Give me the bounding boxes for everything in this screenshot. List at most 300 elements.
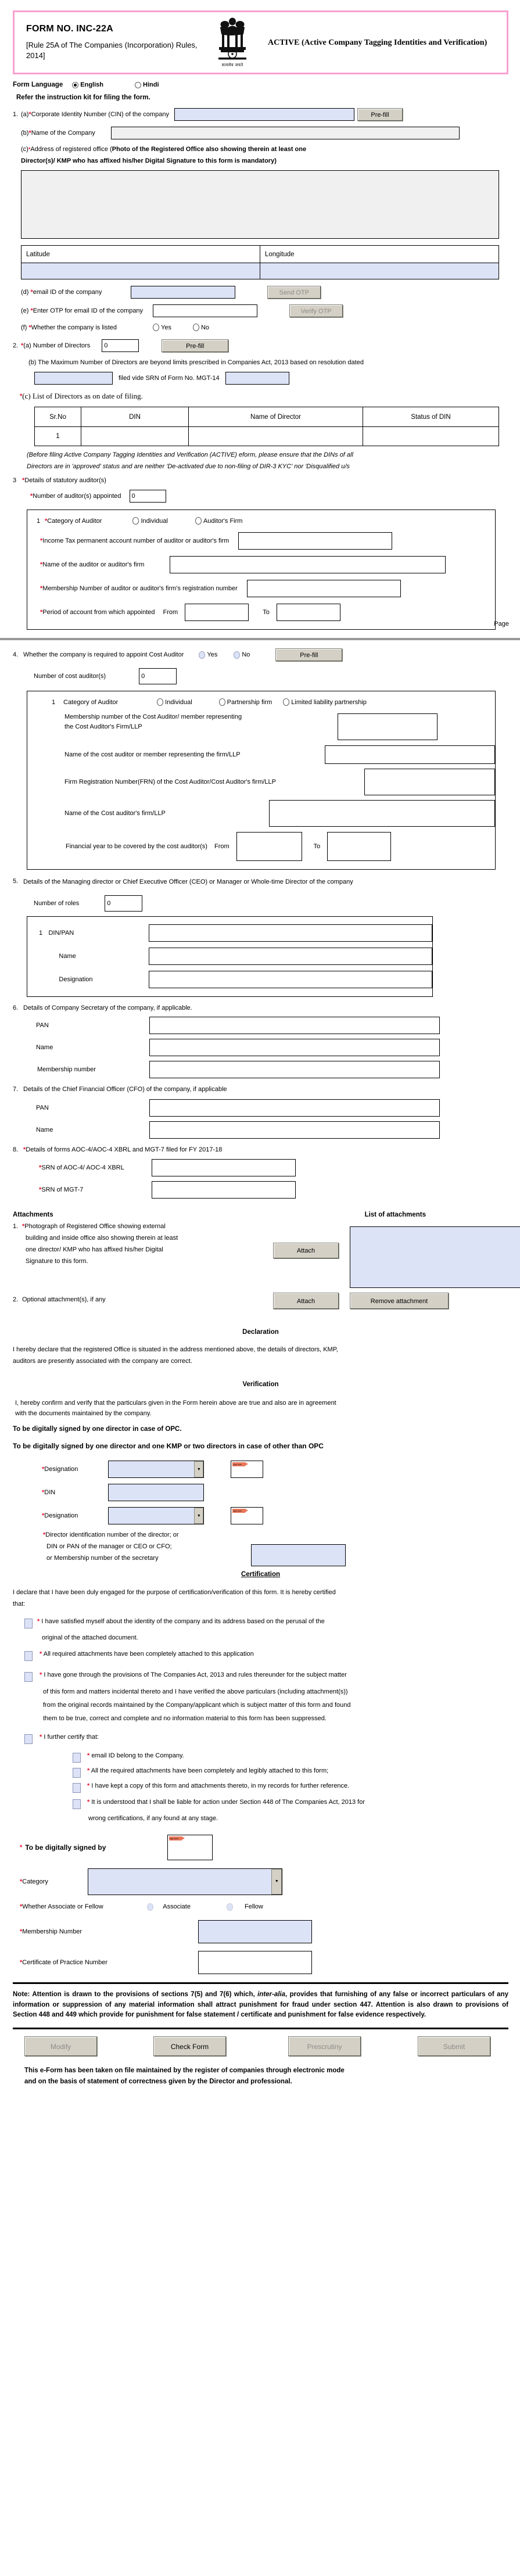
cin-row xyxy=(13,108,508,121)
form-number: FORM NO. INC-22A xyxy=(26,24,113,34)
auditor-individual-label: Individual xyxy=(141,517,168,525)
address-required-marker: * xyxy=(28,146,31,152)
radio-auditor-individual-icon[interactable] xyxy=(132,517,139,525)
auditor-period-from-input[interactable] xyxy=(185,604,249,621)
cs-name-input[interactable] xyxy=(149,1039,440,1056)
address-label: Address of registered office ( xyxy=(30,146,112,153)
listed-yes-label: Yes xyxy=(161,324,171,331)
cert-1-line2: original of the attached document. xyxy=(42,1634,138,1641)
dinpan-label: DIN/PAN xyxy=(48,929,74,937)
form-language-label: Form Language xyxy=(13,81,63,88)
cert-1-line1: I have satisfied myself about the identity of the company and its address based on the perusal of the xyxy=(41,1617,325,1625)
certification-heading: Certification xyxy=(241,1571,281,1578)
chevron-down-icon-3[interactable]: ▼ xyxy=(271,1869,282,1895)
directors-list-required-marker: * xyxy=(20,393,23,400)
md-ceo-title: Details of the Managing director or Chief Executive Officer (CEO) or Manager or Whole-time Director of the company xyxy=(23,878,353,885)
listed-option-yes[interactable] xyxy=(153,324,171,331)
radio-cost-partnership-icon[interactable] xyxy=(219,698,225,706)
otp-row xyxy=(13,304,508,317)
cert-sub-checkbox-1[interactable] xyxy=(73,1753,81,1763)
inc-22a-form-page xyxy=(0,10,520,2093)
designation-1-required-marker: * xyxy=(42,1466,45,1473)
option-fellow[interactable] xyxy=(227,1903,263,1911)
cop-number-row xyxy=(13,1951,508,1974)
aoc-srn-required-marker: * xyxy=(39,1164,42,1171)
latitude-input[interactable] xyxy=(21,263,260,279)
cost-auditor-block-index: 1 xyxy=(52,698,56,706)
attachment-1-line1: Photograph of Registered Office showing external xyxy=(24,1222,166,1230)
attachment-1-line2: building and inside office also showing therein at least xyxy=(26,1234,178,1242)
directors-table xyxy=(34,407,499,446)
row-1-din[interactable] xyxy=(81,427,189,446)
cert-checkbox-1[interactable] xyxy=(24,1619,33,1628)
remove-attachment-button[interactable]: Remove attachment xyxy=(350,1293,449,1309)
company-name-item-label: (b) xyxy=(21,130,29,137)
sign-here-text-2: sign here xyxy=(233,1509,242,1513)
section-1-number: 1. xyxy=(13,111,19,118)
auditor-pan-label: Income Tax permanent account number of auditor or auditor's firm xyxy=(42,537,229,544)
din-input[interactable] xyxy=(108,1484,204,1501)
address-item-label: (c) xyxy=(21,146,28,153)
auditor-pan-row xyxy=(27,532,495,550)
cert-sub-2-text: All the required attachments have been completely and legibly attached to this form; xyxy=(91,1767,329,1774)
cost-auditor-category-row xyxy=(27,698,495,706)
cert-sub-1-text: email ID belong to the Company. xyxy=(91,1752,184,1759)
auditor-membership-label: Membership Number of auditor or auditor's firm's registration number xyxy=(42,585,238,592)
cert-sub-4-line1: It is understood that I shall be liable for action under Section 448 of The Companies Act, 2013 for xyxy=(91,1798,365,1806)
cin-prefill-button[interactable]: Pre-fill xyxy=(357,108,403,121)
attach-button-2[interactable]: Attach xyxy=(273,1293,339,1309)
cost-auditor-prefill-button[interactable]: Pre-fill xyxy=(275,648,342,661)
email-required-marker: * xyxy=(30,289,33,296)
language-option-hindi[interactable] xyxy=(135,81,159,88)
section-4-number: 4. xyxy=(13,651,19,658)
cop-number-label: Certificate of Practice Number xyxy=(22,1958,107,1966)
cost-name-label: Name of the cost auditor or member representing the firm/LLP xyxy=(64,751,241,758)
associate-label: Associate xyxy=(163,1903,191,1911)
radio-cost-auditor-no-icon[interactable] xyxy=(234,651,240,659)
auditor-membership-input[interactable] xyxy=(247,580,401,597)
cost-fy-to-input[interactable] xyxy=(327,832,391,861)
srn-mgt14-input[interactable] xyxy=(225,372,289,385)
cost-individual-label: Individual xyxy=(165,698,192,706)
certification-intro-line2: that: xyxy=(13,1600,26,1608)
md-name-row xyxy=(27,948,432,965)
din-desc-line1: Director identification number of the director; or xyxy=(45,1531,179,1539)
ashoka-emblem-icon xyxy=(214,17,250,62)
form-rule-reference: [Rule 25A of The Companies (Incorporation) Rules, 2014] xyxy=(26,41,198,60)
attachment-item-1 xyxy=(13,1223,263,1265)
cost-auditor-count-input[interactable] xyxy=(139,668,177,684)
cost-auditor-option-yes[interactable] xyxy=(199,651,217,659)
col-din: DIN xyxy=(81,407,189,427)
declaration-line2: auditors are presently associated with the company are correct. xyxy=(13,1357,192,1365)
section-8-number: 8. xyxy=(13,1146,19,1153)
dinpan-row xyxy=(27,924,432,942)
radio-associate-icon[interactable] xyxy=(147,1903,153,1911)
cfo-name-input[interactable] xyxy=(149,1121,440,1139)
md-designation-input[interactable] xyxy=(149,971,432,988)
cost-auditor-count-label: Number of cost auditor(s) xyxy=(34,673,106,680)
auditor-count-label: Number of auditor(s) appointed xyxy=(33,493,121,500)
cert-3-line2: of this form and matters incidental thereto and I have verified the above particulars (including attachment(s)) xyxy=(43,1688,348,1695)
cert-sub-item-1 xyxy=(13,1752,508,1763)
auditor-membership-required-marker: * xyxy=(40,585,43,592)
statutory-auditor-heading xyxy=(13,477,508,484)
cost-name-input[interactable] xyxy=(325,745,495,764)
membership-number-input[interactable] xyxy=(198,1920,312,1943)
auditor-pan-required-marker: * xyxy=(40,537,43,544)
cost-auditor-frn-row xyxy=(27,769,495,795)
cost-firm-label: Name of the Cost auditor's firm/LLP xyxy=(64,810,166,817)
cert-item-2 xyxy=(13,1651,508,1661)
latlong-table xyxy=(21,245,499,279)
check-form-button[interactable]: Check Form xyxy=(153,2036,226,2056)
section-6-number: 6. xyxy=(13,1004,19,1011)
auditor-period-row xyxy=(27,604,495,621)
radio-fellow-icon[interactable] xyxy=(227,1903,233,1911)
cost-auditor-title: Whether the company is required to appoint Cost Auditor xyxy=(23,651,184,658)
roles-count-input[interactable] xyxy=(105,895,142,912)
cost-auditor-membership-row xyxy=(27,713,495,740)
header-left xyxy=(26,24,200,60)
cs-membership-label: Membership number xyxy=(37,1065,96,1073)
to-be-signed-row xyxy=(13,1835,508,1860)
auditor-pan-input[interactable] xyxy=(238,532,392,550)
category-required-marker: * xyxy=(20,1878,23,1885)
category-label: Category xyxy=(22,1878,48,1885)
directors-note-line1: (Before filing Active Company Tagging Identities and Verification (ACTIVE) eform, please ensure that the DINs of all xyxy=(27,451,353,458)
cs-pan-label: PAN xyxy=(36,1021,49,1029)
radio-cost-llp-icon[interactable] xyxy=(283,698,289,706)
statutory-note xyxy=(13,1990,508,2021)
chevron-down-icon[interactable]: ▼ xyxy=(194,1461,203,1477)
cost-fy-from-input[interactable] xyxy=(236,832,302,861)
verification-line1: I, hereby confirm and verify that the particulars given in the Form herein above are true and also are in agreement xyxy=(15,1400,336,1407)
language-english-label: English xyxy=(80,81,103,88)
aoc-mgt-heading xyxy=(13,1146,508,1153)
listed-option-no[interactable] xyxy=(193,324,209,331)
din-desc-line2: DIN or PAN of the manager or CEO or CFO; xyxy=(46,1543,172,1551)
sign-here-tag-icon xyxy=(232,1462,245,1466)
registered-office-label-block xyxy=(13,146,508,164)
cert-sub-item-4 xyxy=(13,1799,508,1809)
col-name-of-director: Name of Director xyxy=(189,407,363,427)
din-desc-required-marker: * xyxy=(43,1531,46,1539)
auditor-period-to-label: To xyxy=(263,609,270,616)
statutory-auditor-block xyxy=(27,510,496,630)
cert-checkbox-3[interactable] xyxy=(24,1672,33,1682)
row-1-status[interactable] xyxy=(363,427,499,446)
radio-cost-auditor-yes-icon[interactable] xyxy=(199,651,205,659)
form-language-row xyxy=(13,81,508,88)
section-7-number: 7. xyxy=(13,1085,19,1093)
md-name-label: Name xyxy=(59,952,76,960)
auditor-option-individual[interactable] xyxy=(132,517,167,525)
row-1-name[interactable] xyxy=(189,427,363,446)
cost-auditor-option-individual[interactable] xyxy=(157,698,192,706)
designation-1-select[interactable] xyxy=(108,1461,204,1478)
section-2-number: 2. xyxy=(13,342,19,349)
attachments-heading: Attachments xyxy=(13,1211,53,1218)
resolution-date-input[interactable] xyxy=(34,372,113,385)
cert-sub-4-line2: wrong certifications, if any found at any stage. xyxy=(88,1814,218,1822)
fellow-label: Fellow xyxy=(244,1903,263,1911)
cs-membership-input[interactable] xyxy=(149,1061,440,1078)
page-marker: Page xyxy=(494,620,509,627)
cin-label: Corporate Identity Number (CIN) of the company xyxy=(31,111,169,118)
send-otp-button[interactable]: Send OTP xyxy=(267,286,321,299)
aoc-srn-input[interactable] xyxy=(152,1159,296,1176)
srn-mgt14-label: filed vide SRN of Form No. MGT-14 xyxy=(119,375,220,382)
statutory-auditor-title: Details of statutory auditor(s) xyxy=(24,477,106,484)
roles-count-label: Number of roles xyxy=(34,899,80,907)
cs-pan-input[interactable] xyxy=(149,1017,440,1034)
listed-required-marker: * xyxy=(28,324,31,331)
radio-cost-individual-icon[interactable] xyxy=(157,698,163,706)
din-description-block xyxy=(13,1531,508,1562)
cert-checkbox-2[interactable] xyxy=(24,1651,33,1661)
cost-frn-label: Firm Registration Number(FRN) of the Cost Auditor/Cost Auditor's firm/LLP xyxy=(64,778,276,785)
cs-name-row xyxy=(13,1039,508,1056)
cert-sub-1-required-marker: * xyxy=(87,1752,90,1759)
cert-3-line1: I have gone through the provisions of The Companies Act, 2013 and rules thereunder for the subject matter xyxy=(44,1671,347,1678)
cert-item-4 xyxy=(13,1734,508,1744)
directors-count-row xyxy=(13,339,508,352)
radio-hindi-icon[interactable] xyxy=(135,82,141,88)
address-photo-note-line1: Photo of the Registered Office also showing therein at least one xyxy=(112,146,307,153)
cfo-pan-input[interactable] xyxy=(149,1099,440,1117)
cert-sub-checkbox-3[interactable] xyxy=(73,1783,81,1793)
statutory-note-prefix: Note: Attention is drawn to the provisions of sections 7(5) and 7(6) which, xyxy=(13,1990,258,1998)
cost-membership-input[interactable] xyxy=(338,713,437,740)
cin-input[interactable] xyxy=(174,108,354,121)
section-3-number: 3 xyxy=(13,477,17,484)
dinpan-input[interactable] xyxy=(149,924,432,942)
md-block-index: 1 xyxy=(39,929,43,937)
cost-auditor-block xyxy=(27,691,496,870)
signature-box-2[interactable] xyxy=(231,1507,263,1524)
directors-table-header-row xyxy=(35,407,499,427)
otp-required-marker: * xyxy=(30,307,33,314)
col-sr-no: Sr.No xyxy=(35,407,81,427)
otp-label: Enter OTP for email ID of the company xyxy=(33,307,144,314)
to-be-signed-required-marker: * xyxy=(20,1843,23,1851)
attachment-1-line3: one director/ KMP who has affixed his/her Digital xyxy=(26,1246,163,1253)
max-directors-text: (b) The Maximum Number of Directors are beyond limits prescribed in Companies Act, 2013 based on resolution dated xyxy=(28,359,364,366)
eform-footer-note-line1: This e-Form has been taken on file maintained by the register of companies through electronic mode xyxy=(24,2067,345,2075)
longitude-label: Longitude xyxy=(260,246,499,263)
cert-4-required-marker: * xyxy=(40,1733,42,1741)
certification-intro-line1: I declare that I have been duly engaged for the purpose of certification/verification of this form. It is hereby certified xyxy=(13,1589,336,1596)
cost-partnership-label: Partnership firm xyxy=(227,698,272,706)
latlong-header-row xyxy=(21,246,499,263)
category-row xyxy=(13,1868,508,1895)
instruction-kit-text: Refer the instruction kit for filing the form. xyxy=(16,94,150,101)
directors-required-marker: * xyxy=(21,342,24,349)
category-select[interactable] xyxy=(88,1868,282,1895)
auditor-membership-row xyxy=(27,580,495,597)
auditor-firm-label: Auditor's Firm xyxy=(203,517,243,525)
directors-count-input[interactable] xyxy=(102,339,139,352)
email-label: email ID of the company xyxy=(33,289,102,296)
cost-frn-input[interactable] xyxy=(364,769,495,795)
md-designation-row xyxy=(27,971,432,988)
din-required-marker: * xyxy=(42,1489,45,1497)
aoc-required-marker: * xyxy=(23,1146,26,1153)
listed-item-label: (f) xyxy=(21,324,27,331)
cost-auditor-heading xyxy=(13,648,508,661)
cert-2-text: All required attachments have been completely attached to this application xyxy=(43,1650,254,1657)
cert-sub-checkbox-2[interactable] xyxy=(73,1768,81,1778)
associate-fellow-required-marker: * xyxy=(20,1903,23,1911)
scheme-title: ACTIVE (Active Company Tagging Identities and Verification) xyxy=(268,38,487,47)
cost-auditor-name-row xyxy=(27,745,495,764)
auditor-category-label: Category of Auditor xyxy=(47,517,102,525)
cs-name-label: Name xyxy=(36,1043,53,1051)
signature-box-3[interactable] xyxy=(167,1835,213,1860)
cert-sub-item-2 xyxy=(13,1767,508,1778)
declaration-heading: Declaration xyxy=(242,1328,279,1336)
language-hindi-label: Hindi xyxy=(143,81,159,88)
cost-auditor-fy-row xyxy=(27,832,495,861)
cost-auditor-option-partnership[interactable] xyxy=(219,698,272,706)
radio-listed-no-icon[interactable] xyxy=(193,324,199,331)
non-opc-sign-note: To be digitally signed by one director and one KMP or two directors in case of other than OPC xyxy=(13,1442,324,1451)
cert-item-3 xyxy=(13,1671,508,1682)
cost-auditor-no-label: No xyxy=(242,651,250,658)
cin-item-label: (a) xyxy=(21,111,29,118)
registered-office-address-textarea[interactable] xyxy=(21,170,499,239)
option-associate[interactable] xyxy=(147,1903,191,1911)
directors-list-label: (c) List of Directors as on date of filing. xyxy=(22,392,143,400)
cert-sub-checkbox-4[interactable] xyxy=(73,1799,81,1809)
modify-button[interactable]: Modify xyxy=(24,2036,97,2056)
cert-item-1 xyxy=(13,1618,508,1628)
cost-fy-to-label: To xyxy=(313,843,321,850)
attachment-2-number: 2. xyxy=(13,1296,19,1303)
cost-auditor-option-no[interactable] xyxy=(234,651,250,659)
mgt-srn-input[interactable] xyxy=(152,1181,296,1199)
cert-3-line4: them to be true, correct and complete and no information material to this form has been suppressed. xyxy=(43,1714,327,1722)
otp-item-label: (e) xyxy=(21,307,29,314)
cfo-pan-row xyxy=(13,1099,508,1117)
cfo-pan-label: PAN xyxy=(36,1104,49,1111)
auditor-count-input[interactable] xyxy=(130,490,166,503)
chevron-down-icon-2[interactable]: ▼ xyxy=(194,1508,203,1524)
verify-otp-button[interactable]: Verify OTP xyxy=(289,304,343,317)
auditor-category-required-marker: * xyxy=(45,517,48,525)
national-emblem xyxy=(200,17,264,68)
row-1-sr-no: 1 xyxy=(35,427,81,446)
md-ceo-block xyxy=(27,916,433,997)
md-name-input[interactable] xyxy=(149,948,432,965)
cost-auditor-count-row xyxy=(13,668,508,684)
mgt-srn-row xyxy=(13,1181,508,1199)
submit-button[interactable]: Submit xyxy=(418,2036,490,2056)
col-status-of-din: Status of DIN xyxy=(363,407,499,427)
cert-sub-3-text: I have kept a copy of this form and attachments thereto, in my records for further reference. xyxy=(91,1782,350,1789)
attachment-2-text: Optional attachment(s), if any xyxy=(22,1296,106,1303)
aoc-srn-label: SRN of AOC-4/ AOC-4 XBRL xyxy=(41,1164,124,1171)
auditor-name-row xyxy=(27,556,495,573)
designation-1-row xyxy=(13,1461,508,1478)
auditor-category-row xyxy=(27,517,495,525)
company-name-required-marker: * xyxy=(28,130,31,137)
cost-auditor-yes-label: Yes xyxy=(207,651,218,658)
membership-number-row xyxy=(13,1920,508,1943)
section-5-number: 5. xyxy=(13,878,19,885)
cost-membership-label-line2: the Cost Auditor's Firm/LLP xyxy=(64,723,142,730)
attachment-item-2 xyxy=(13,1296,106,1303)
email-item-label: (d) xyxy=(21,289,29,296)
cert-sub-4-required-marker: * xyxy=(87,1798,90,1806)
cert-checkbox-4[interactable] xyxy=(24,1734,33,1744)
note-bottom-divider xyxy=(13,2028,508,2029)
din-description-input[interactable] xyxy=(251,1544,346,1566)
cs-membership-row xyxy=(13,1061,508,1078)
auditor-name-required-marker: * xyxy=(40,561,43,568)
din-desc-line3: or Membership number of the secretary xyxy=(46,1555,159,1562)
din-row xyxy=(13,1484,508,1501)
verification-line2: with the documents maintained by the company. xyxy=(15,1409,152,1417)
designation-2-required-marker: * xyxy=(42,1512,45,1520)
cost-firm-input[interactable] xyxy=(269,800,495,827)
directors-note-line2: Directors are in 'approved' status and are neither 'De-activated due to non-filing of DIR-3 KYC' nor 'Disqualified u/s xyxy=(27,463,350,470)
radio-english-icon[interactable] xyxy=(72,82,78,88)
auditor-block-index: 1 xyxy=(37,517,41,525)
signature-box-1[interactable] xyxy=(231,1461,263,1478)
designation-1-label: Designation xyxy=(44,1466,78,1473)
radio-auditor-firm-icon[interactable] xyxy=(195,517,202,525)
auditor-period-label: Period of account from which appointed xyxy=(42,609,155,616)
to-be-signed-label: To be digitally signed by xyxy=(25,1843,106,1852)
md-designation-label: Designation xyxy=(59,975,93,983)
longitude-input[interactable] xyxy=(260,263,499,279)
auditor-period-to-input[interactable] xyxy=(277,604,340,621)
attach-button-1[interactable]: Attach xyxy=(273,1243,339,1258)
email-input[interactable] xyxy=(131,286,235,299)
cost-fy-label: Financial year to be covered by the cost auditor(s) xyxy=(66,843,207,850)
company-name-label: Name of the Company xyxy=(31,130,95,137)
language-option-english[interactable] xyxy=(72,81,103,88)
table-row xyxy=(35,427,499,446)
statutory-note-suffix: , provides that furnishing of any false or incorrect particulars of any information or suppression of any material information shall attract punishment for fraud under section 447. Attention is also drawn to provisions of Section 448 and 449 which provide for punishment for false statement / certificate and punishment for false evidence respectively. xyxy=(13,1990,508,2019)
note-top-divider xyxy=(13,1982,508,1984)
designation-2-select[interactable] xyxy=(108,1507,204,1524)
latlong-value-row xyxy=(21,263,499,279)
directors-prefill-button[interactable]: Pre-fill xyxy=(162,339,228,352)
otp-input[interactable] xyxy=(153,304,257,317)
cop-number-input[interactable] xyxy=(198,1951,312,1974)
company-name-input[interactable] xyxy=(111,127,460,139)
aoc-mgt-title: Details of forms AOC-4/AOC-4 XBRL and MGT-7 filed for FY 2017-18 xyxy=(26,1146,223,1153)
attachments-list-box[interactable] xyxy=(350,1226,520,1288)
auditor-count-row xyxy=(13,490,508,503)
cert-1-required-marker: * xyxy=(37,1617,40,1625)
attachment-1-line4: Signature to this form. xyxy=(26,1257,88,1265)
cost-fy-from-label: From xyxy=(214,843,229,850)
radio-listed-yes-icon[interactable] xyxy=(153,324,159,331)
auditor-name-input[interactable] xyxy=(170,556,446,573)
prescrutiny-button[interactable]: Prescrutiny xyxy=(288,2036,361,2056)
cert-sub-3-required-marker: * xyxy=(87,1782,90,1789)
resolution-row xyxy=(13,372,508,385)
email-row xyxy=(13,286,508,299)
latitude-label: Latitude xyxy=(21,246,260,263)
cost-auditor-option-llp[interactable] xyxy=(283,698,367,706)
auditor-option-firm[interactable] xyxy=(195,517,243,525)
